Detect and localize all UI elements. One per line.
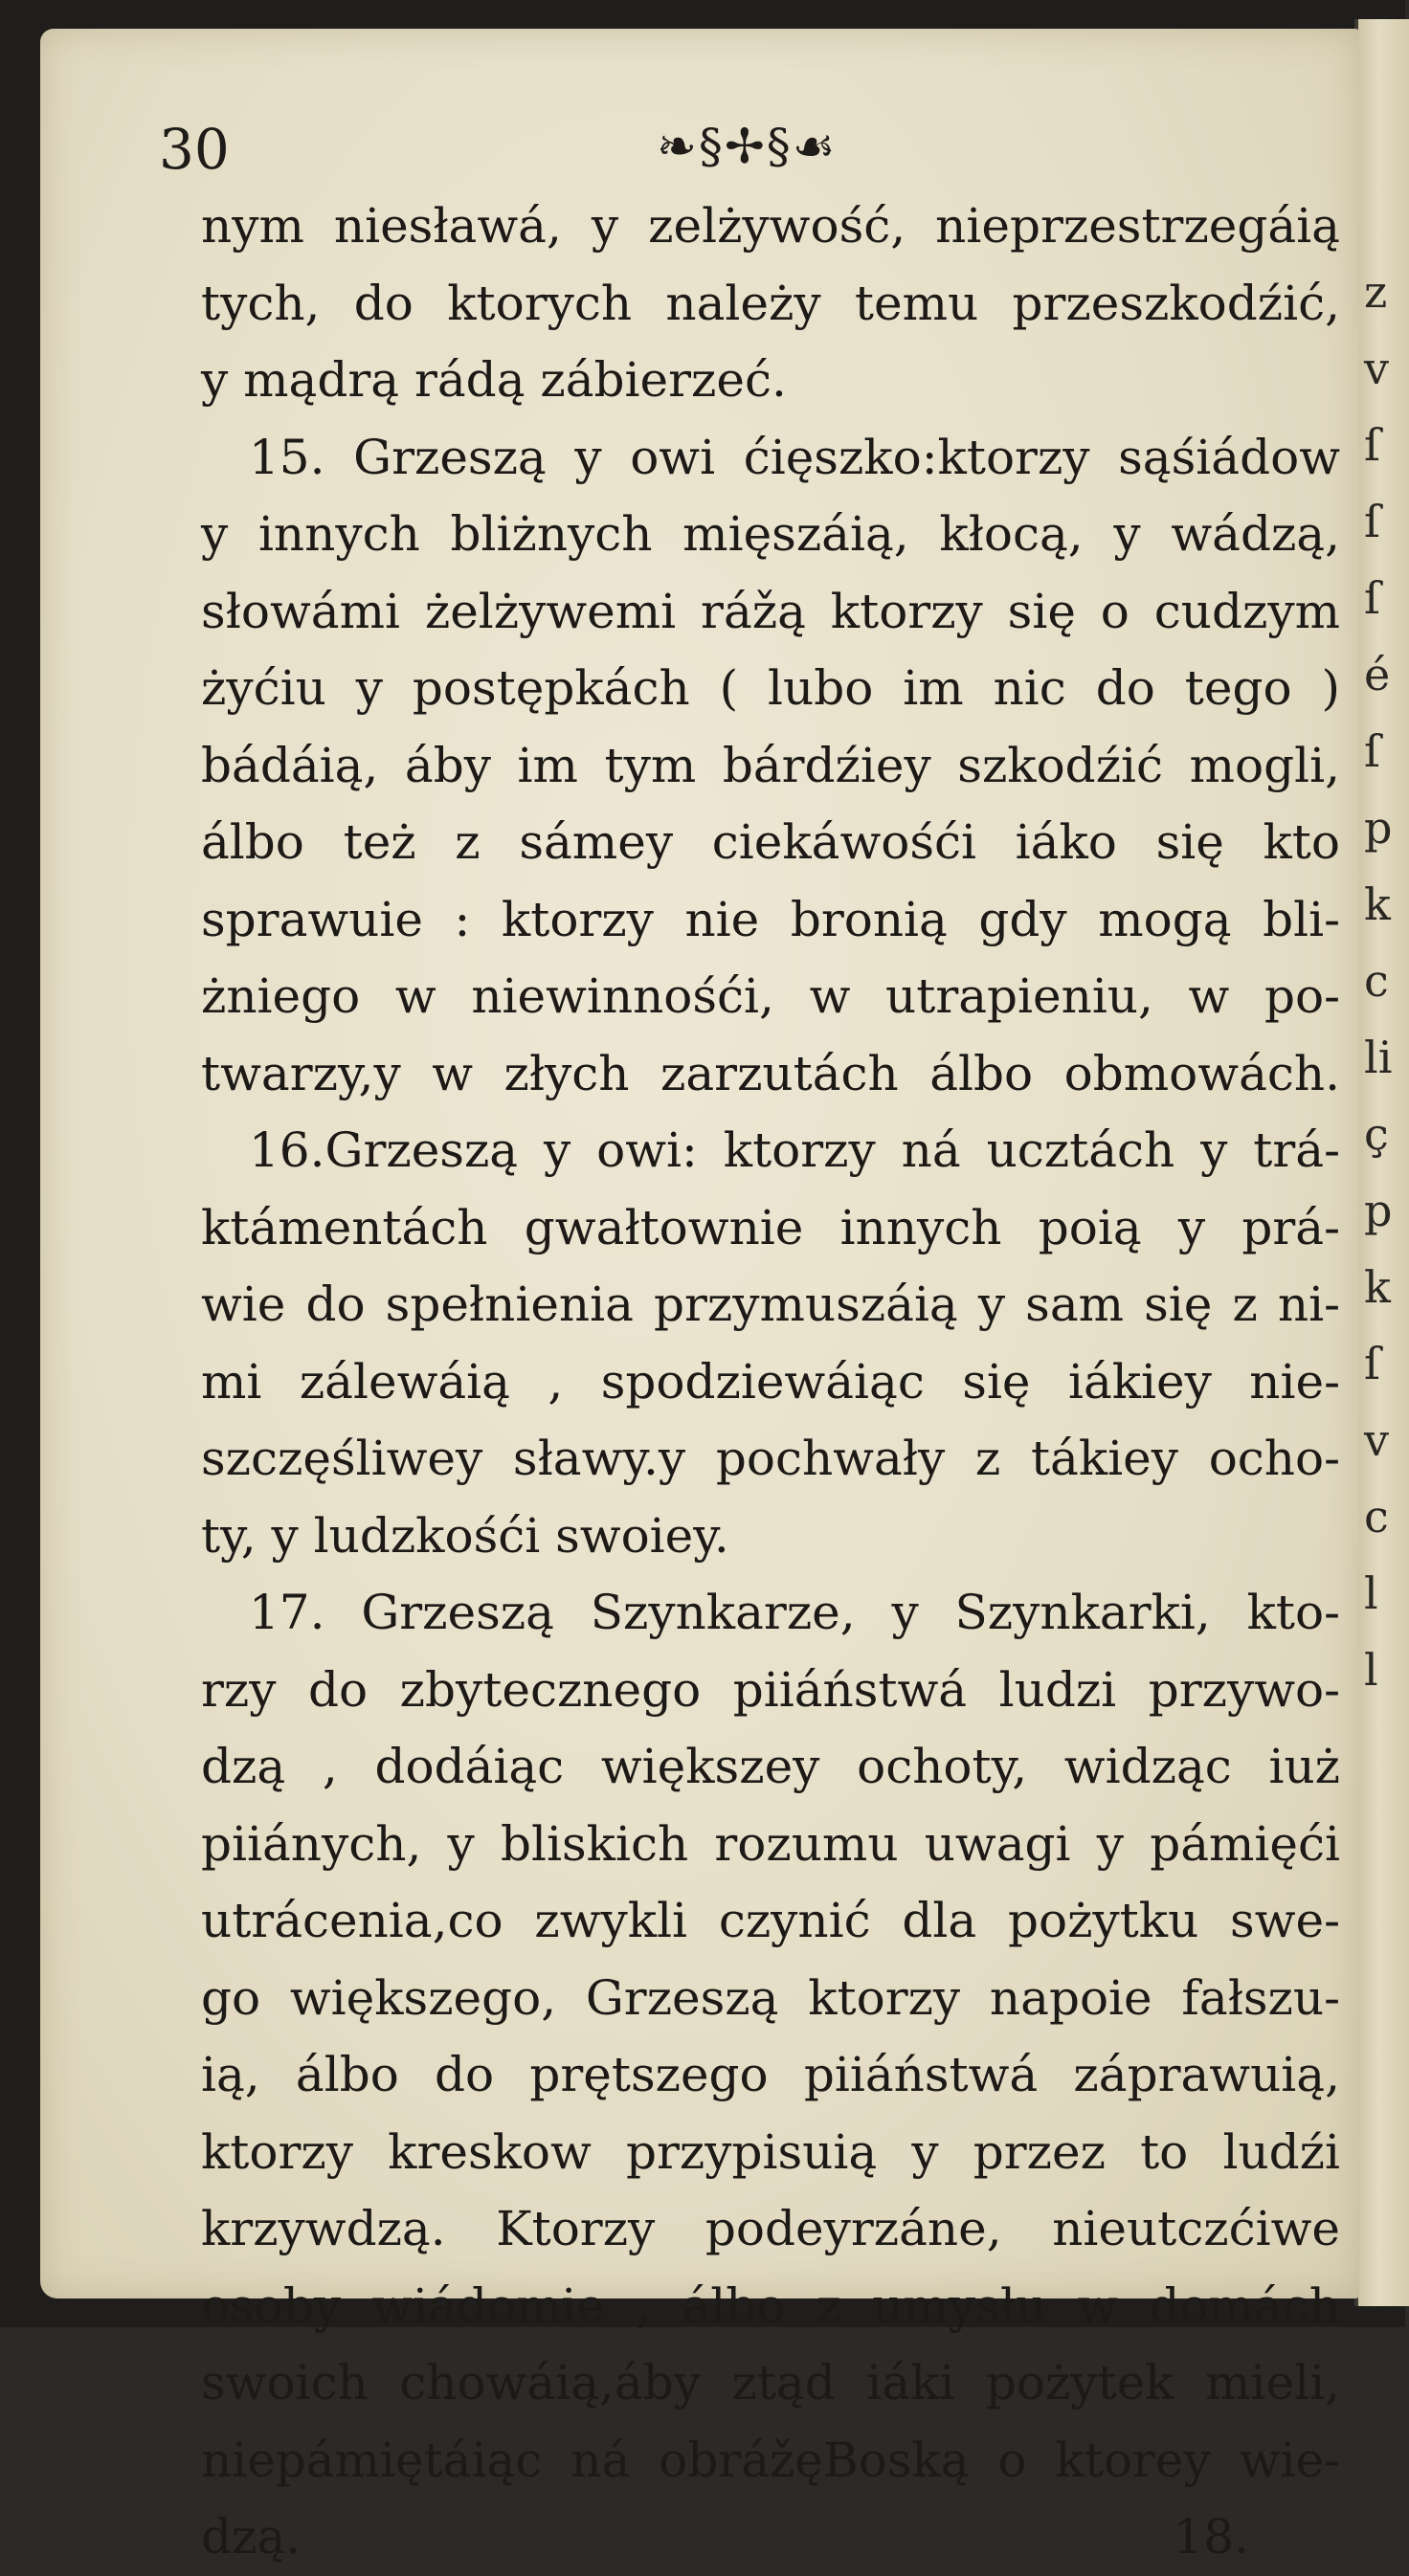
text-line: niepámiętáiąc ná obrážęBoską o ktorey wie- — [201, 2432, 1340, 2488]
text-line: ktorzy kreskow przypisuią y przez to ludźi — [201, 2123, 1340, 2180]
text-line: 16.Grzeszą y owi: ktorzy ná ucztách y trá- — [249, 1122, 1340, 1178]
margin-fragment: li — [1364, 1032, 1393, 1083]
text-line: 17. Grzeszą Szynkarze, y Szynkarki, kto- — [249, 1585, 1340, 1640]
text-line: żniego w niewinnośći, w utrapieniu, w po- — [201, 968, 1340, 1024]
text-line: y mądrą rádą zábierzeć. — [201, 352, 787, 408]
margin-fragment: v — [1364, 1414, 1389, 1466]
text-line: dzą. — [201, 2509, 302, 2565]
text-line: osoby wiádomie , álbo z umysłu w domách — [201, 2277, 1340, 2334]
text-line: wie do spełnienia przymuszáią y sam się z ni- — [201, 1277, 1340, 1332]
margin-fragment: ſ — [1364, 572, 1381, 624]
margin-fragment: p — [1364, 802, 1393, 854]
margin-fragment: ſ — [1364, 496, 1381, 547]
text-line: ią, álbo do prętszego piiáństwá záprawuią, — [201, 2047, 1340, 2102]
facing-page-edge — [1354, 19, 1409, 2306]
margin-fragment: l — [1364, 1644, 1378, 1696]
text-line: twarzy,y w złych zarzutách álbo obmowách. — [201, 1045, 1340, 1101]
margin-fragment: c — [1364, 955, 1389, 1007]
margin-fragment: é — [1364, 649, 1391, 700]
text-line: słowámi żelżywemi rážą ktorzy się o cudzym — [201, 583, 1340, 639]
last-line — [201, 2498, 1340, 2576]
text-line: álbo też z sámey ciekáwośći iáko się kto — [201, 814, 1340, 870]
margin-fragment: p — [1364, 1185, 1393, 1236]
margin-fragment: k — [1364, 1261, 1391, 1313]
text-line: 15. Grzeszą y owi ćięszko:ktorzy sąśiádow — [249, 429, 1340, 485]
margin-fragment: ſ — [1364, 725, 1381, 777]
text-line: krzywdzą. Ktorzy podeyrzáne, nieutczćiwe — [201, 2201, 1340, 2256]
margin-fragment: ç — [1364, 1108, 1389, 1160]
text-line: mi zálewáią , spodziewáiąc się iákiey nie- — [201, 1353, 1340, 1410]
margin-fragment: l — [1364, 1567, 1378, 1619]
text-line: nym niesławá, y zelżywość, nieprzestrzegáią — [201, 198, 1340, 254]
header-ornament: ❧§✢§☙ — [657, 119, 838, 174]
text-line: piiánych, y bliskich rozumu uwagi y pámięći — [201, 1815, 1340, 1872]
margin-fragment: ſ — [1364, 1338, 1381, 1389]
margin-fragment: k — [1364, 878, 1391, 930]
text-line: bádáią, áby im tym bárdźiey szkodźić mogli, — [201, 737, 1340, 793]
text-line: y innych bliżnych mięszáią, kłocą, y wádzą, — [201, 506, 1340, 562]
margin-fragment: z — [1364, 266, 1388, 318]
text-line: go większego, Grzeszą ktorzy napoie fałszu- — [201, 1969, 1340, 2026]
page-number: 30 — [159, 117, 230, 182]
margin-fragment: c — [1364, 1491, 1389, 1543]
text-line: swoich chowáią,áby ztąd iáki pożytek mieli, — [201, 2355, 1340, 2410]
margin-fragment: v — [1364, 343, 1389, 394]
text-line: ktámentách gwałtownie innych poią y prá- — [201, 1199, 1340, 1255]
text-line: tych, do ktorych należy temu przeszkodźić, — [201, 275, 1340, 331]
text-line: utrácenia,co zwykli czynić dla pożytku swe- — [201, 1893, 1340, 1948]
text-line: rzy do zbytecznego piiáństwá ludzi przywo- — [201, 1661, 1340, 1718]
text-line: dzą , dodáiąc większey ochoty, widząc iuż — [201, 1739, 1340, 1794]
body-text — [201, 188, 1340, 2576]
text-line: szczęśliwey sławy.y pochwały z tákiey ocho- — [201, 1431, 1340, 1486]
margin-fragment: ſ — [1364, 419, 1381, 471]
text-line: sprawuie : ktorzy nie bronią gdy mogą bli- — [201, 891, 1340, 947]
text-line: ty, y ludzkośći swoiey. — [201, 1507, 729, 1564]
catchword: 18. — [1173, 2509, 1249, 2565]
text-line: żyćiu y postępkách ( lubo im nic do tego ) — [201, 660, 1340, 716]
